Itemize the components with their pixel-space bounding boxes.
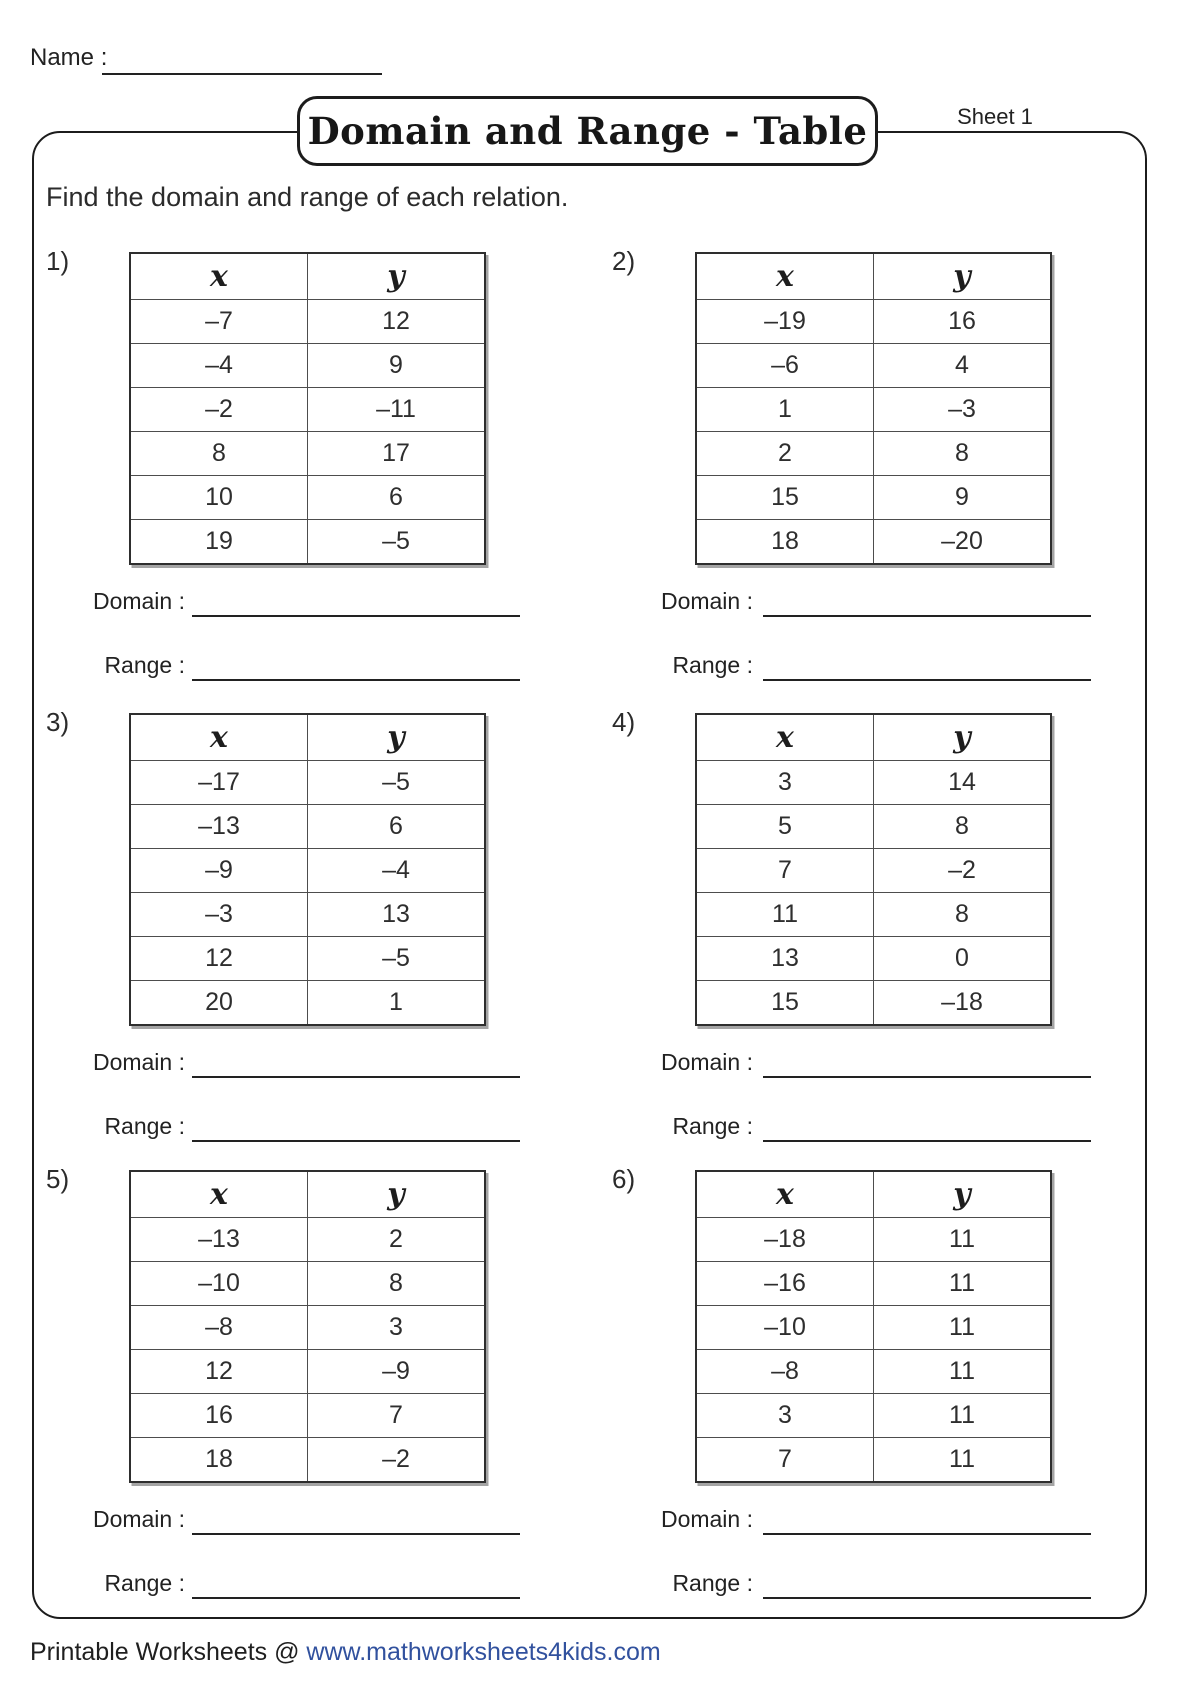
y-value: 8	[874, 805, 1052, 849]
y-value: 2	[308, 1218, 486, 1262]
x-value: 5	[696, 805, 874, 849]
domain-answer-line	[763, 615, 1091, 617]
header-row	[130, 253, 485, 300]
y-value: 11	[874, 1394, 1052, 1438]
x-value: –17	[130, 761, 308, 805]
table-row	[696, 388, 1051, 432]
table-row	[696, 893, 1051, 937]
range-label: Range :	[104, 1113, 185, 1139]
table-row	[696, 761, 1051, 805]
table-row	[130, 432, 485, 476]
y-value: 9	[874, 476, 1052, 520]
table-row	[696, 1306, 1051, 1350]
x-value: 19	[130, 520, 308, 565]
range-label: Range :	[672, 652, 753, 678]
name-label: Name :	[30, 44, 108, 71]
y-value: 9	[308, 344, 486, 388]
table-row	[130, 893, 485, 937]
col-header-x: x	[696, 253, 874, 300]
title-badge	[297, 96, 878, 166]
col-header-y: y	[308, 253, 486, 300]
header-row	[130, 714, 485, 761]
domain-answer-line	[192, 1076, 520, 1078]
x-value: 15	[696, 981, 874, 1026]
range-label: Range :	[104, 1570, 185, 1596]
problem-5-table	[129, 1170, 486, 1483]
x-value: –2	[130, 388, 308, 432]
domain-answer-line	[192, 615, 520, 617]
domain-answer-line	[192, 1533, 520, 1535]
range-label: Range :	[672, 1113, 753, 1139]
x-value: –10	[696, 1306, 874, 1350]
table-row	[696, 300, 1051, 344]
y-value: –18	[874, 981, 1052, 1026]
y-value: –3	[874, 388, 1052, 432]
table-row	[130, 1394, 485, 1438]
table-row	[696, 1438, 1051, 1483]
col-header-y: y	[874, 253, 1052, 300]
name-blank-line	[102, 73, 382, 75]
header-row	[696, 1171, 1051, 1218]
y-value: 12	[308, 300, 486, 344]
col-header-y: y	[874, 1171, 1052, 1218]
table-row	[130, 937, 485, 981]
x-value: 16	[130, 1394, 308, 1438]
problem-5-number: 5)	[46, 1164, 70, 1194]
table-row	[130, 1262, 485, 1306]
instruction-text: Find the domain and range of each relation.	[46, 182, 569, 212]
y-value: 11	[874, 1438, 1052, 1483]
x-value: 1	[696, 388, 874, 432]
problem-3-number: 3)	[46, 707, 70, 737]
x-value: 10	[130, 476, 308, 520]
y-value: –9	[308, 1350, 486, 1394]
x-value: –3	[130, 893, 308, 937]
problem-4-number: 4)	[612, 707, 636, 737]
x-value: 18	[130, 1438, 308, 1483]
y-value: 13	[308, 893, 486, 937]
x-value: 2	[696, 432, 874, 476]
y-value: –2	[874, 849, 1052, 893]
x-value: 20	[130, 981, 308, 1026]
x-value: –4	[130, 344, 308, 388]
table-row	[130, 1218, 485, 1262]
footer-text: Printable Worksheets @	[30, 1638, 307, 1666]
table-row	[130, 849, 485, 893]
y-value: 3	[308, 1306, 486, 1350]
x-value: –13	[130, 1218, 308, 1262]
problem-1-number: 1)	[46, 246, 70, 276]
problem-4-table	[695, 713, 1052, 1026]
y-value: –20	[874, 520, 1052, 565]
y-value: –2	[308, 1438, 486, 1483]
x-value: 11	[696, 893, 874, 937]
table-row	[696, 981, 1051, 1026]
col-header-y: y	[308, 1171, 486, 1218]
x-value: –10	[130, 1262, 308, 1306]
table-row	[130, 388, 485, 432]
x-value: 3	[696, 761, 874, 805]
table-row	[130, 300, 485, 344]
table-row	[696, 476, 1051, 520]
domain-answer-line	[763, 1533, 1091, 1535]
page-title: Domain and Range - Table	[307, 109, 868, 153]
x-value: 7	[696, 1438, 874, 1483]
x-value: –13	[130, 805, 308, 849]
col-header-x: x	[130, 1171, 308, 1218]
domain-answer-line	[763, 1076, 1091, 1078]
y-value: 6	[308, 476, 486, 520]
col-header-x: x	[696, 1171, 874, 1218]
x-value: 13	[696, 937, 874, 981]
y-value: 17	[308, 432, 486, 476]
y-value: 6	[308, 805, 486, 849]
table-row	[130, 476, 485, 520]
col-header-y: y	[308, 714, 486, 761]
y-value: –5	[308, 520, 486, 565]
x-value: –8	[130, 1306, 308, 1350]
col-header-x: x	[130, 714, 308, 761]
header-row	[130, 1171, 485, 1218]
y-value: 4	[874, 344, 1052, 388]
y-value: 14	[874, 761, 1052, 805]
table-row	[130, 1306, 485, 1350]
range-answer-line	[763, 679, 1091, 681]
col-header-x: x	[130, 253, 308, 300]
footer	[30, 1638, 661, 1667]
sheet-number-badge: Sheet 1	[957, 104, 1033, 129]
y-value: 8	[874, 893, 1052, 937]
x-value: 7	[696, 849, 874, 893]
y-value: 11	[874, 1306, 1052, 1350]
x-value: 3	[696, 1394, 874, 1438]
table-row	[130, 805, 485, 849]
domain-label: Domain :	[660, 588, 753, 614]
x-value: 8	[130, 432, 308, 476]
range-answer-line	[763, 1597, 1091, 1599]
x-value: 15	[696, 476, 874, 520]
domain-label: Domain :	[92, 588, 185, 614]
table-row	[696, 1218, 1051, 1262]
header-row	[696, 714, 1051, 761]
range-label: Range :	[672, 1570, 753, 1596]
x-value: –19	[696, 300, 874, 344]
y-value: 1	[308, 981, 486, 1026]
range-answer-line	[192, 1140, 520, 1142]
domain-label: Domain :	[92, 1506, 185, 1532]
x-value: –8	[696, 1350, 874, 1394]
x-value: 12	[130, 1350, 308, 1394]
range-answer-line	[192, 679, 520, 681]
problem-6-number: 6)	[612, 1164, 636, 1194]
table-row	[130, 761, 485, 805]
table-row	[130, 1438, 485, 1483]
problem-2-table	[695, 252, 1052, 565]
x-value: –16	[696, 1262, 874, 1306]
footer-link[interactable]: www.mathworksheets4kids.com	[306, 1638, 661, 1666]
y-value: –11	[308, 388, 486, 432]
problem-1-table	[129, 252, 486, 565]
range-label: Range :	[104, 652, 185, 678]
table-row	[130, 344, 485, 388]
table-row	[696, 344, 1051, 388]
table-row	[696, 432, 1051, 476]
table-row	[696, 849, 1051, 893]
x-value: –18	[696, 1218, 874, 1262]
table-row	[130, 1350, 485, 1394]
x-value: –7	[130, 300, 308, 344]
y-value: 0	[874, 937, 1052, 981]
y-value: 7	[308, 1394, 486, 1438]
y-value: 8	[308, 1262, 486, 1306]
x-value: –9	[130, 849, 308, 893]
y-value: –4	[308, 849, 486, 893]
table-row	[696, 520, 1051, 565]
problem-3-table	[129, 713, 486, 1026]
domain-label: Domain :	[660, 1049, 753, 1075]
table-row	[130, 981, 485, 1026]
y-value: –5	[308, 937, 486, 981]
problem-6-table	[695, 1170, 1052, 1483]
x-value: 12	[130, 937, 308, 981]
col-header-x: x	[696, 714, 874, 761]
y-value: 11	[874, 1262, 1052, 1306]
table-row	[696, 937, 1051, 981]
y-value: 11	[874, 1350, 1052, 1394]
y-value: –5	[308, 761, 486, 805]
y-value: 11	[874, 1218, 1052, 1262]
y-value: 8	[874, 432, 1052, 476]
table-row	[696, 805, 1051, 849]
y-value: 16	[874, 300, 1052, 344]
header-row	[696, 253, 1051, 300]
domain-label: Domain :	[92, 1049, 185, 1075]
domain-label: Domain :	[660, 1506, 753, 1532]
problem-2-number: 2)	[612, 246, 636, 276]
table-row	[696, 1262, 1051, 1306]
table-row	[130, 520, 485, 565]
x-value: 18	[696, 520, 874, 565]
x-value: –6	[696, 344, 874, 388]
table-row	[696, 1350, 1051, 1394]
range-answer-line	[192, 1597, 520, 1599]
col-header-y: y	[874, 714, 1052, 761]
table-row	[696, 1394, 1051, 1438]
range-answer-line	[763, 1140, 1091, 1142]
